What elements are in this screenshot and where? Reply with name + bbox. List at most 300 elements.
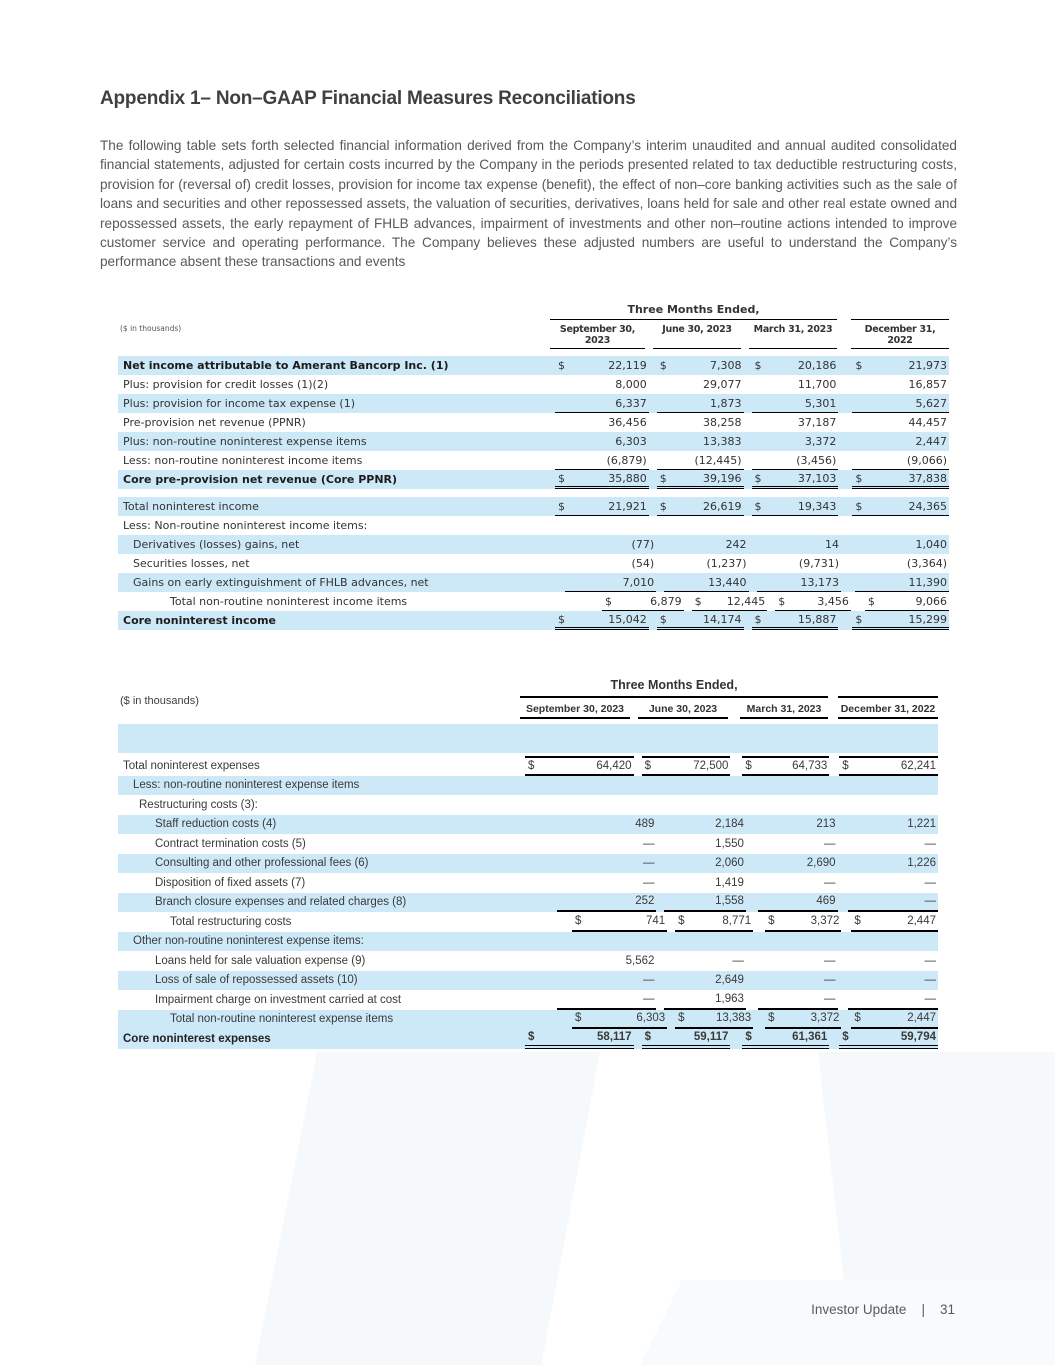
row-label: Contract termination costs (5)	[155, 837, 306, 850]
footer-page-number: 31	[939, 1302, 955, 1317]
table-row	[118, 356, 949, 375]
value-cell	[752, 451, 839, 470]
cell-value: 1,226	[907, 857, 936, 870]
cell-value: 59,117	[693, 1030, 729, 1043]
cell-value: 37,103	[797, 471, 837, 485]
value-cell	[852, 497, 949, 516]
cell-value: 37,838	[908, 471, 947, 485]
row-label: Total noninterest income	[123, 500, 259, 513]
cell-value: 44,457	[908, 416, 947, 429]
label-column-spacer	[118, 303, 550, 320]
cell-value: 2,447	[907, 914, 936, 927]
cell-value: —	[824, 974, 836, 987]
table-row	[118, 756, 938, 776]
row-label: Loss of sale of repossessed assets (10)	[155, 974, 358, 987]
value-cell	[664, 971, 745, 991]
value-cell	[555, 413, 649, 432]
value-cell	[664, 535, 748, 554]
value-cell	[742, 1029, 829, 1049]
column-header: March 31, 2023	[749, 324, 837, 349]
value-cell	[557, 815, 656, 835]
value-cell	[675, 912, 753, 932]
value-cell	[657, 432, 744, 451]
dollar-sign: $	[558, 471, 565, 485]
value-cell	[525, 756, 634, 776]
value-cell	[752, 611, 839, 630]
table-core-noninterest-expenses	[118, 678, 938, 1049]
cell-value: 38,258	[703, 416, 742, 429]
cell-value: 1,419	[715, 876, 744, 889]
value-cell	[758, 951, 838, 971]
value-cell	[557, 893, 656, 913]
cell-value: 13,173	[800, 575, 839, 589]
value-cell	[572, 912, 667, 932]
table-row	[118, 951, 938, 971]
cell-value: 5,301	[804, 396, 837, 410]
cell-value: 72,500	[693, 759, 729, 772]
table-row	[118, 394, 949, 413]
value-cell	[657, 413, 744, 432]
value-cell	[664, 554, 748, 573]
cell-value: 213	[816, 818, 836, 831]
dollar-sign: $	[605, 594, 612, 608]
value-cell	[555, 470, 649, 489]
value-cell	[839, 1029, 938, 1049]
cell-value: (77)	[631, 538, 655, 551]
table-row	[118, 592, 949, 611]
value-cell	[775, 592, 851, 611]
value-cell	[572, 1010, 667, 1030]
value-cell	[642, 756, 731, 776]
value-cell	[664, 834, 745, 854]
value-cell	[657, 375, 744, 394]
value-cell	[757, 535, 841, 554]
page-title: Appendix 1– Non–GAAP Financial Measures Reconciliations	[100, 88, 636, 109]
cell-value: 11,700	[797, 378, 837, 391]
cell-value: 14	[825, 538, 839, 551]
dollar-sign: $	[867, 594, 875, 608]
cell-value: 1,040	[915, 538, 947, 551]
table-row	[118, 497, 949, 516]
dollar-sign: $	[768, 914, 775, 927]
dollar-sign: $	[754, 471, 762, 485]
cell-value: 2,649	[715, 974, 744, 987]
row-label: Branch closure expenses and related charges (8)	[155, 896, 407, 909]
dollar-sign: $	[754, 612, 762, 626]
row-label: Net income attributable to Amerant Bancorp Inc. (1)	[123, 359, 449, 372]
value-cell	[848, 971, 938, 991]
value-cell	[664, 815, 745, 835]
value-cell	[758, 834, 838, 854]
cell-value: 6,303	[615, 435, 647, 448]
dollar-sign: $	[745, 1030, 752, 1043]
value-cell	[752, 413, 839, 432]
value-cell	[848, 951, 938, 971]
cell-value: 1,963	[715, 992, 744, 1005]
cell-value: —	[924, 895, 936, 908]
cell-value: 242	[725, 538, 747, 551]
value-cell	[664, 873, 745, 893]
value-cell	[742, 756, 829, 776]
value-cell	[757, 573, 841, 592]
cell-value: 21,973	[908, 359, 947, 372]
row-label: Derivatives (losses) gains, net	[133, 538, 300, 551]
unit-note: ($ in thousands)	[120, 324, 182, 333]
cell-value: 1,550	[715, 837, 744, 850]
value-cell	[657, 470, 744, 489]
value-cell	[525, 1029, 634, 1049]
cell-value: (9,731)	[798, 557, 839, 570]
value-cell	[675, 1010, 753, 1030]
row-label: Core noninterest income	[123, 614, 277, 627]
table-row	[118, 932, 938, 952]
row-label: Impairment charge on investment carried at cost	[155, 993, 402, 1006]
table-row	[118, 873, 938, 893]
table-row	[118, 776, 938, 796]
cell-value: 9,066	[915, 594, 948, 608]
period-title: Three Months Ended,	[520, 678, 828, 698]
dollar-sign: $	[678, 914, 685, 927]
table-body	[118, 356, 949, 630]
dollar-sign: $	[694, 594, 702, 608]
period-rule-segment	[851, 303, 949, 320]
cell-value: 1,873	[710, 396, 742, 410]
cell-value: 489	[635, 818, 655, 831]
value-cell	[555, 375, 649, 394]
row-label: Total restructuring costs	[170, 915, 292, 928]
value-cell	[852, 356, 949, 375]
table-column-headers	[118, 324, 949, 349]
dollar-sign: $	[754, 499, 762, 513]
cell-value: 6,337	[615, 396, 647, 410]
row-label: Other non-routine noninterest expense items:	[133, 935, 364, 948]
cell-value: (3,456)	[796, 453, 837, 467]
cell-value: 29,077	[703, 378, 742, 391]
dollar-sign: $	[842, 1030, 849, 1043]
table-row	[118, 516, 949, 535]
dollar-sign: $	[558, 499, 565, 513]
table-body	[118, 724, 938, 1049]
row-label: Less: Non-routine noninterest income items:	[123, 519, 368, 532]
cell-value: 24,365	[908, 499, 947, 513]
cell-value: 15,299	[908, 612, 947, 626]
cell-value: (3,364)	[906, 557, 947, 570]
cell-value: 5,627	[915, 396, 947, 410]
value-cell	[848, 854, 938, 874]
dollar-sign: $	[678, 1012, 685, 1025]
value-cell	[657, 497, 744, 516]
value-cell	[664, 893, 745, 913]
cell-value: 59,794	[900, 1030, 936, 1043]
row-label: Staff reduction costs (4)	[155, 818, 277, 831]
value-cell	[657, 611, 744, 630]
value-cell	[852, 451, 949, 470]
cell-value: 13,383	[703, 435, 742, 448]
table-row	[118, 413, 949, 432]
row-label: Pre-provision net revenue (PPNR)	[123, 416, 306, 429]
value-cell	[848, 834, 938, 854]
cell-value: —	[642, 876, 655, 889]
cell-value: 35,880	[608, 471, 647, 485]
row-label: Plus: provision for income tax expense (1)	[123, 397, 355, 410]
dollar-sign: $	[854, 1012, 861, 1025]
dollar-sign: $	[575, 1012, 582, 1025]
dollar-sign: $	[659, 612, 667, 626]
cell-value: 62,241	[900, 759, 936, 772]
dollar-sign: $	[558, 612, 565, 626]
cell-value: —	[924, 954, 936, 967]
table-row	[118, 535, 949, 554]
cell-value: 19,343	[797, 499, 837, 513]
value-cell	[848, 990, 938, 1010]
value-cell	[752, 394, 839, 413]
table-row	[118, 834, 938, 854]
cell-value: (12,445)	[694, 453, 742, 467]
value-cell	[557, 971, 656, 991]
value-cell	[557, 951, 656, 971]
value-cell	[765, 912, 841, 932]
cell-value: —	[824, 876, 836, 889]
table-row	[118, 611, 949, 630]
table-row	[118, 854, 938, 874]
value-cell	[852, 470, 949, 489]
table-period-header	[118, 303, 949, 320]
value-cell	[657, 394, 744, 413]
cell-value: —	[824, 954, 836, 967]
cell-value: —	[824, 992, 836, 1005]
value-cell	[557, 834, 656, 854]
row-label: Gains on early extinguishment of FHLB advances, net	[133, 576, 429, 589]
value-cell	[758, 854, 838, 874]
value-cell	[642, 1029, 731, 1049]
cell-value: —	[642, 837, 655, 850]
value-cell	[752, 375, 839, 394]
row-label: Core pre-provision net revenue (Core PPNR)	[123, 473, 398, 486]
intro-paragraph: The following table sets forth selected financial information derived from the Company’s interim unaudited and annual audited consolidated financial statements, adjusted for certain costs incurred by the Company in the periods presented related to tax deductible restructuring costs, provision for (reversal of) credit losses, provision for income tax expense (benefit), the effect of non–core banking activities such as the sale of loans and securities and other repossessed assets, the valuation of securities, derivatives, loans held for sale and other real estate owned and repossessed assets, the early repayment of FHLB advances, impairment of investments and other non–routine actions intended to improve customer service and operating performance. The Company believes these adjusted numbers are useful to understand the Company’s performance absent these transactions and events	[100, 138, 957, 270]
cell-value: —	[732, 954, 744, 967]
table-row	[118, 573, 949, 592]
cell-value: 13,383	[715, 1012, 752, 1025]
value-cell	[664, 573, 748, 592]
footer-label: Investor Update	[811, 1302, 907, 1317]
table-row	[118, 375, 949, 394]
dollar-sign: $	[575, 914, 582, 927]
dollar-sign: $	[528, 759, 535, 772]
value-cell	[848, 815, 938, 835]
value-cell	[852, 375, 949, 394]
table-spacer-row	[118, 724, 938, 753]
table-row	[118, 912, 938, 932]
dollar-sign: $	[644, 759, 651, 772]
value-cell	[557, 990, 656, 1010]
value-cell	[758, 990, 838, 1010]
column-header: March 31, 2023	[740, 703, 828, 719]
dollar-sign: $	[754, 359, 762, 372]
row-label: Loans held for sale valuation expense (9)	[155, 954, 366, 967]
table-row	[118, 893, 938, 913]
cell-value: 7,010	[622, 575, 655, 589]
cell-value: 37,187	[797, 416, 837, 429]
value-cell	[664, 990, 745, 1010]
cell-value: 64,420	[596, 759, 632, 772]
cell-value: 20,186	[797, 359, 837, 372]
value-cell	[852, 611, 949, 630]
background-watermark-shape	[640, 1280, 1055, 1365]
value-cell	[848, 893, 938, 913]
row-label: Less: non-routine noninterest income items	[123, 454, 363, 467]
value-cell	[555, 451, 649, 470]
table-period-header	[118, 678, 938, 698]
value-cell	[855, 573, 949, 592]
cell-value: 6,303	[636, 1012, 666, 1025]
table-row	[118, 451, 949, 470]
dollar-sign: $	[855, 471, 863, 485]
row-label: Total noninterest expenses	[123, 759, 260, 772]
value-cell	[565, 573, 656, 592]
value-cell	[752, 470, 839, 489]
value-cell	[851, 912, 938, 932]
value-cell	[555, 611, 649, 630]
table-core-ppnr-reconciliation	[118, 303, 949, 630]
table-row	[118, 554, 949, 573]
table-row	[118, 971, 938, 991]
value-cell	[557, 854, 656, 874]
cell-value: —	[642, 992, 655, 1005]
value-cell	[758, 971, 838, 991]
label-column-spacer	[118, 324, 550, 349]
cell-value: 2,184	[715, 818, 744, 831]
dollar-sign: $	[659, 471, 667, 485]
cell-value: 5,562	[625, 954, 655, 967]
column-header: June 30, 2023	[653, 324, 741, 349]
cell-value: —	[924, 837, 936, 850]
value-cell	[851, 1010, 938, 1030]
cell-value: 61,361	[792, 1030, 828, 1043]
cell-value: 1,558	[715, 895, 744, 908]
cell-value: (1,237)	[706, 557, 747, 570]
table-row	[118, 815, 938, 835]
cell-value: —	[642, 974, 655, 987]
cell-value: 8,000	[615, 378, 647, 391]
column-header: December 31, 2022	[838, 703, 938, 719]
background-watermark-shape	[255, 1052, 600, 1365]
value-cell	[839, 756, 938, 776]
cell-value: (54)	[631, 557, 655, 570]
value-cell	[602, 592, 684, 611]
table-row	[118, 795, 938, 815]
dollar-sign: $	[528, 1030, 535, 1043]
cell-value: 3,372	[810, 1012, 840, 1025]
cell-value: 469	[816, 895, 836, 908]
row-label: Consulting and other professional fees (6)	[155, 857, 369, 870]
value-cell	[855, 535, 949, 554]
value-cell	[852, 432, 949, 451]
cell-value: 16,857	[908, 378, 947, 391]
value-cell	[692, 592, 768, 611]
cell-value: 2,690	[806, 857, 836, 870]
value-cell	[758, 873, 838, 893]
value-cell	[855, 554, 949, 573]
value-cell	[557, 873, 656, 893]
value-cell	[565, 554, 656, 573]
cell-value: 22,119	[608, 359, 647, 372]
value-cell	[848, 873, 938, 893]
cell-value: 64,733	[792, 759, 828, 772]
value-cell	[555, 432, 649, 451]
cell-value: 8,771	[722, 914, 752, 927]
column-header: June 30, 2023	[638, 703, 728, 719]
cell-value: 2,060	[715, 857, 744, 870]
cell-value: —	[924, 974, 936, 987]
dollar-sign: $	[842, 759, 849, 772]
table-row	[118, 1029, 938, 1049]
cell-value: 11,390	[908, 575, 947, 589]
value-cell	[664, 951, 745, 971]
footer	[811, 1302, 955, 1317]
value-cell	[555, 497, 649, 516]
row-label: Disposition of fixed assets (7)	[155, 876, 306, 889]
dollar-sign: $	[745, 759, 752, 772]
cell-value: —	[824, 837, 836, 850]
cell-value: 21,921	[608, 499, 647, 513]
value-cell	[752, 497, 839, 516]
value-cell	[752, 432, 839, 451]
cell-value: 36,456	[608, 416, 647, 429]
row-label: Plus: non-routine noninterest expense items	[123, 435, 367, 448]
cell-value: 6,879	[650, 594, 682, 608]
column-header: December 31, 2022	[851, 324, 949, 349]
value-cell	[852, 394, 949, 413]
value-cell	[752, 356, 839, 375]
period-title: Three Months Ended,	[550, 303, 837, 320]
value-cell	[657, 356, 744, 375]
dollar-sign: $	[855, 499, 863, 513]
value-cell	[758, 893, 838, 913]
cell-value: 15,887	[797, 612, 837, 626]
cell-value: 3,372	[804, 435, 837, 448]
cell-value: 15,042	[608, 612, 647, 626]
cell-value: 1,221	[907, 818, 936, 831]
cell-value: 39,196	[703, 471, 742, 485]
dollar-sign: $	[778, 594, 786, 608]
row-label: Total non-routine noninterest expense items	[170, 1013, 394, 1026]
row-label: Core noninterest expenses	[123, 1032, 271, 1045]
period-rule-segment	[838, 678, 938, 698]
cell-value: 3,456	[817, 594, 849, 608]
dollar-sign: $	[659, 499, 667, 513]
value-cell	[765, 1010, 841, 1030]
row-label: Less: non-routine noninterest expense items	[133, 779, 360, 792]
value-cell	[852, 413, 949, 432]
value-cell	[657, 451, 744, 470]
value-cell	[555, 394, 649, 413]
dollar-sign: $	[855, 359, 863, 372]
value-cell	[757, 554, 841, 573]
cell-value: (9,066)	[906, 453, 947, 467]
dollar-sign: $	[659, 359, 667, 372]
value-cell	[664, 854, 745, 874]
dollar-sign: $	[644, 1030, 651, 1043]
cell-value: —	[642, 857, 655, 870]
cell-value: 2,447	[915, 435, 947, 448]
dollar-sign: $	[854, 914, 861, 927]
row-label: Restructuring costs (3):	[139, 798, 258, 811]
cell-value: (6,879)	[606, 453, 647, 467]
cell-value: 12,445	[726, 594, 766, 608]
dollar-sign: $	[855, 612, 863, 626]
cell-value: 7,308	[710, 359, 742, 372]
unit-note: ($ in thousands)	[120, 695, 199, 707]
